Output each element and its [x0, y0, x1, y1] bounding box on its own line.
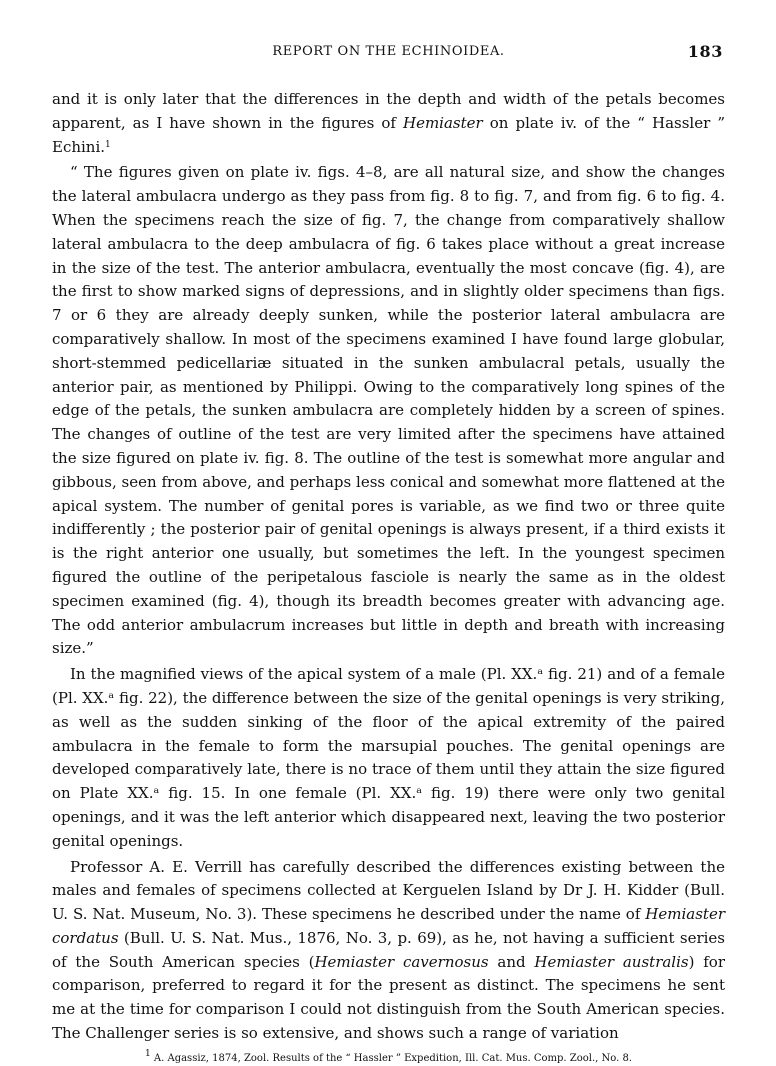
running-title: REPORT ON THE ECHINOIDEA.	[272, 44, 505, 59]
footnote-marker: 1	[144, 1048, 151, 1059]
running-head	[52, 44, 725, 70]
paragraph-2: “ The figures given on plate iv. figs. 4–8, are all natural size, and show the changes the lateral ambulacra undergo as they pass from fig. 8 to fig. 7, and from fig. 6 to fig. 4. When the specimens reach the size of fig. 7, the change from comparatively shallow lateral ambulacra to the deep ambulacra of fig. 6 takes place without a great increase in the size of the test. The anterior ambulacra, eventually the most concave (fig. 4), are the first to show marked signs of depressions, and in slightly older specimens than figs. 7 or 6 they are already deeply sunken, while the posterior lateral ambulacra are comparatively shallow. In most of the specimens examined I have found large globular, short-stemmed pedicellariæ situated in the sunken ambulacral petals, usually the anterior pair, as mentioned by Philippi. Owing to the comparatively long spines of the edge of the petals, the sunken ambulacra are completely hidden by a screen of spines. The changes of outline of the test are very limited after the specimens have attained the size figured on plate iv. fig. 8. The outline of the test is somewhat more angular and gibbous, seen from above, and perhaps less conical and somewhat more flattened at the apical system. The number of genital pores is variable, as we find two or three quite indifferently ; the posterior pair of genital openings is always present, if a third exists it is the right anterior one usually, but sometimes the left. In the youngest specimen figured the outline of the peripetalous fasciole is nearly the same as in the oldest specimen examined (fig. 4), though its breadth becomes greater with advancing age. The odd anterior ambulacrum increases but little in depth and breath with increasing size.”	[52, 163, 725, 658]
p1-text-b: on plate iv. of the “ Hassler ” Echini.	[52, 113, 725, 156]
p4-text-d: ) for comparison, preferred to regard it for the present as distinct. The specimens he sent me at the time for comparison I could not distinguish from the South American species. The Challenger series is so extensive, and shows such a range of variation	[52, 952, 726, 1043]
footnote	[52, 1048, 725, 1066]
p4-text-a: Professor A. E. Verrill has carefully described the differences existing between the males and females of specimens collected at Kerguelen Island by Dr J. H. Kidder (Bull. U. S. Nat. Museum, No. 3). These specimens he described under the name of	[52, 857, 725, 924]
p4-italic-3: Hemiaster australis	[534, 952, 689, 971]
footnote-text: A. Agassiz, 1874, Zool. Results of the “ Hassler ” Expedition, Ill. Cat. Mus. Comp. Zool., No. 8.	[150, 1052, 632, 1064]
page-number: 183	[687, 42, 723, 61]
page	[52, 44, 725, 1066]
body-text	[52, 88, 725, 1046]
p1-italic-genus: Hemiaster	[403, 113, 483, 132]
paragraph-1	[52, 88, 725, 159]
p4-italic-1: Hemiaster cordatus	[52, 905, 725, 947]
paragraph-4	[52, 856, 725, 1046]
p4-text-c: and	[488, 952, 535, 971]
footnote-ref: 1	[105, 139, 111, 150]
paragraph-3: In the magnified views of the apical system of a male (Pl. XX.ᵃ fig. 21) and of a female (Pl. XX.ᵃ fig. 22), the difference between the size of the genital openings is very striking, as well as the sudden sinking of the floor of the apical extremity of the paired ambulacra in the female to form the marsupial pouches. The genital openings are developed comparatively late, there is no trace of them until they attain the size figured on Plate XX.ᵃ fig. 15. In one female (Pl. XX.ᵃ fig. 19) there were only two genital openings, and it was the left anterior which disappeared next, leaving the two posterior genital openings.	[52, 665, 725, 850]
p1-text-a: and it is only later that the differences in the depth and width of the petals becomes apparent, as I have shown in the figures of	[52, 90, 725, 132]
p4-text-b: (Bull. U. S. Nat. Mus., 1876, No. 3, p. 69), as he, not having a sufficient series of the South American species (	[52, 928, 725, 971]
p4-italic-2: Hemiaster cavernosus	[314, 952, 489, 971]
